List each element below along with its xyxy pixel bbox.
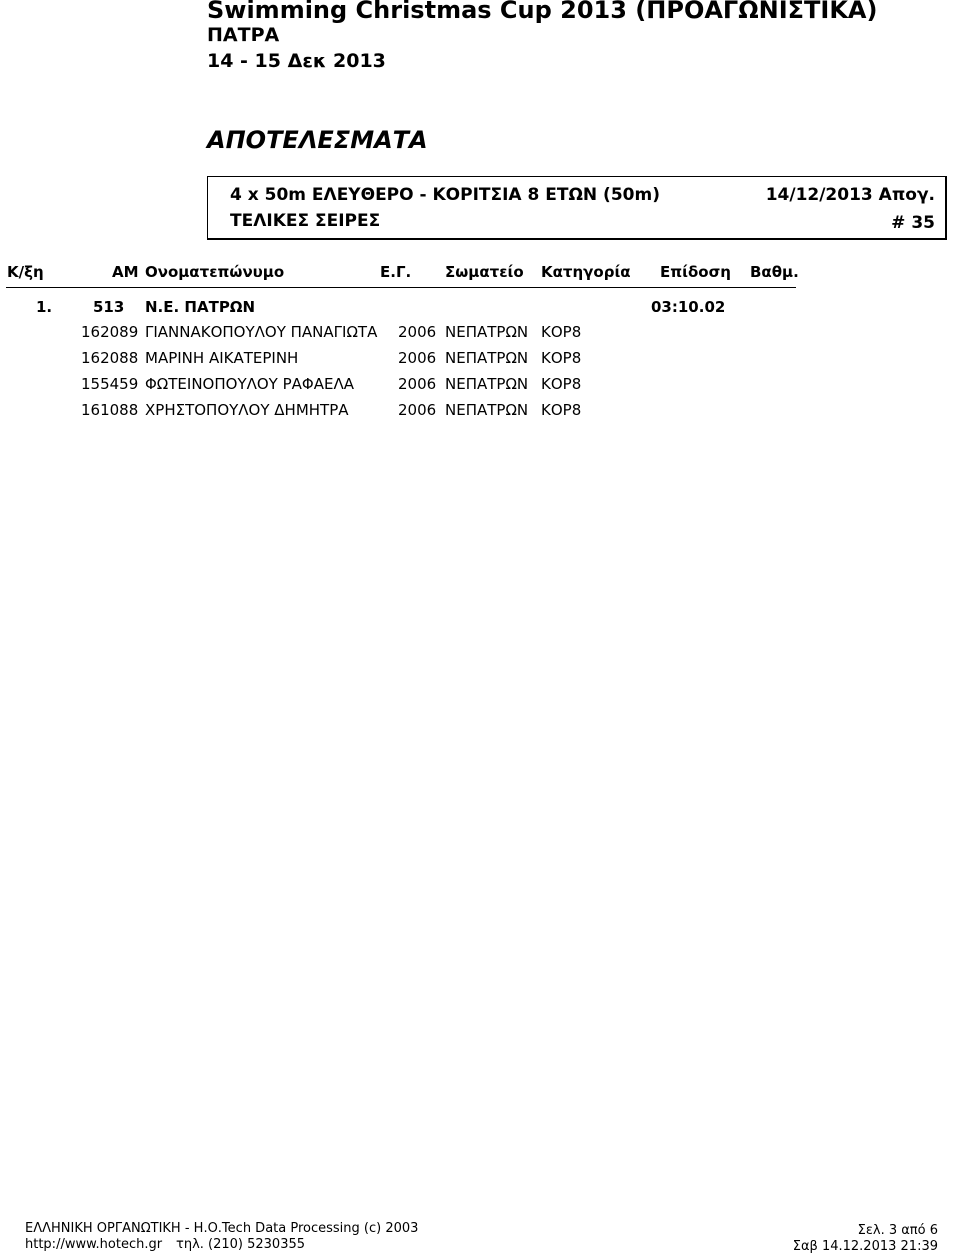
footer-website: http://www.hotech.gr <box>25 1237 163 1252</box>
event-info-box <box>207 176 947 240</box>
swimmer-year: 2006 <box>398 401 437 419</box>
event-name: 4 x 50m ΕΛΕΥΘΕΡΟ - ΚΟΡΙΤΣΙΑ 8 ΕΤΩΝ (50m) <box>230 185 660 205</box>
col-rank: Κ/ξη <box>7 263 44 281</box>
col-performance: Επίδοση <box>660 263 731 281</box>
swimmer-am: 162089 <box>81 323 139 341</box>
footer-print-date: Σαβ 14.12.2013 21:39 <box>792 1239 938 1254</box>
dates-label: 14 - 15 Δεκ 2013 <box>207 50 386 72</box>
footer-company: ΕΛΛΗΝΙΚΗ ΟΡΓΑΝΩΤΙΚΗ - Η.Ο.Tech Data Processing (c) 2003 <box>25 1221 419 1236</box>
swimmer-club: ΝΕΠΑΤΡΩΝ <box>445 323 529 341</box>
event-date: 14/12/2013 Απογ. <box>765 185 935 205</box>
table-row <box>0 401 960 427</box>
swimmer-category: ΚΟΡ8 <box>541 375 582 393</box>
footer-phone: τηλ. (210) 5230355 <box>176 1237 306 1252</box>
swimmer-year: 2006 <box>398 375 437 393</box>
swimmer-name: ΜΑΡΙΝΗ ΑΙΚΑΤΕΡΙΝΗ <box>145 349 299 367</box>
swimmer-name: ΧΡΗΣΤΟΠΟΥΛΟΥ ΔΗΜΗΤΡΑ <box>145 401 349 419</box>
team-time: 03:10.02 <box>651 298 726 316</box>
team-rank: 1. <box>36 298 53 316</box>
swimmer-year: 2006 <box>398 349 437 367</box>
swimmer-category: ΚΟΡ8 <box>541 401 582 419</box>
swimmer-club: ΝΕΠΑΤΡΩΝ <box>445 349 529 367</box>
city-label: ΠΑΤΡΑ <box>207 24 280 46</box>
swimmer-category: ΚΟΡ8 <box>541 323 582 341</box>
swimmer-club: ΝΕΠΑΤΡΩΝ <box>445 375 529 393</box>
swimmer-club: ΝΕΠΑΤΡΩΝ <box>445 401 529 419</box>
col-am: AM <box>112 263 139 281</box>
section-title: ΑΠΟΤΕΛΕΣΜΑΤΑ <box>207 126 428 154</box>
swimmer-year: 2006 <box>398 323 437 341</box>
table-row <box>0 349 960 375</box>
team-name: Ν.Ε. ΠΑΤΡΩΝ <box>145 298 256 316</box>
swimmer-name: ΦΩΤΕΙΝΟΠΟΥΛΟΥ ΡΑΦΑΕΛΑ <box>145 375 354 393</box>
table-row <box>0 375 960 401</box>
table-row <box>0 323 960 349</box>
event-number: # 35 <box>891 213 935 233</box>
col-points: Βαθμ. <box>750 263 799 281</box>
swimmer-category: ΚΟΡ8 <box>541 349 582 367</box>
header-divider <box>6 287 796 288</box>
col-year: Ε.Γ. <box>380 263 412 281</box>
col-name: Ονοματεπώνυμο <box>145 263 285 281</box>
team-am: 513 <box>93 298 125 316</box>
document-title: Swimming Christmas Cup 2013 (ΠΡΟΑΓΩΝΙΣΤΙΚΑ) <box>207 0 878 24</box>
swimmer-name: ΓΙΑΝΝΑΚΟΠΟΥΛΟΥ ΠΑΝΑΓΙΩΤΑ <box>145 323 378 341</box>
swimmer-am: 155459 <box>81 375 139 393</box>
footer-page-number: Σελ. 3 από 6 <box>857 1223 938 1238</box>
swimmer-am: 162088 <box>81 349 139 367</box>
swimmer-am: 161088 <box>81 401 139 419</box>
col-club: Σωματείο <box>445 263 524 281</box>
col-category: Κατηγορία <box>541 263 631 281</box>
event-round: ΤΕΛΙΚΕΣ ΣΕΙΡΕΣ <box>230 211 381 231</box>
